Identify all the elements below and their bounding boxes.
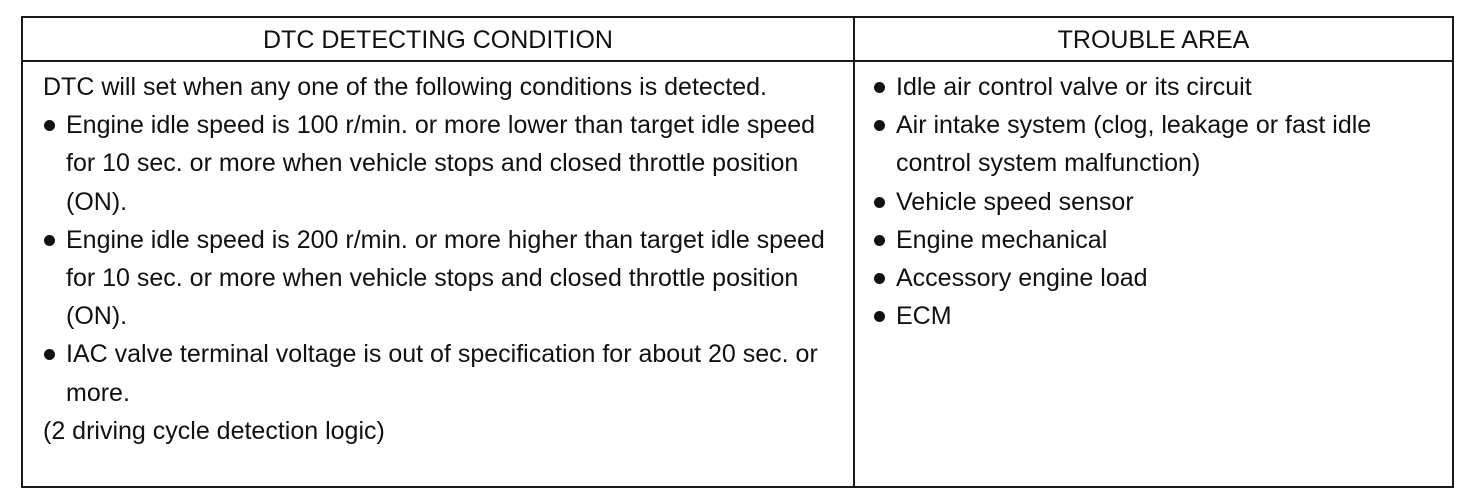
trouble-area-item — [873, 106, 1446, 182]
trouble-area-item — [873, 259, 1446, 297]
header-trouble-area-label: TROUBLE AREA — [1057, 25, 1250, 54]
condition-cell — [23, 62, 855, 486]
trouble-area-item-text: ECM — [896, 302, 952, 331]
condition-intro: DTC will set when any one of the following conditions is detected. — [43, 73, 767, 101]
condition-item — [43, 106, 845, 221]
trouble-area-list — [873, 68, 1446, 335]
bullet-icon — [874, 311, 885, 322]
condition-item-text: Engine idle speed is 100 r/min. or more lower than target idle speed for 10 sec. or more when vehicle stops and closed throttle position (ON). — [66, 111, 816, 216]
dtc-table — [21, 16, 1454, 488]
bullet-icon — [874, 120, 885, 131]
header-dtc-detecting-condition — [23, 18, 855, 62]
trouble-area-item-text: Vehicle speed sensor — [896, 187, 1134, 216]
condition-item — [43, 221, 845, 336]
trouble-area-item-text: Idle air control valve or its circuit — [896, 73, 1252, 101]
bullet-icon — [874, 235, 885, 246]
condition-item — [43, 335, 845, 411]
bullet-icon — [874, 197, 885, 208]
bullet-icon — [44, 349, 55, 360]
trouble-area-item — [873, 221, 1446, 259]
bullet-icon — [874, 82, 885, 93]
trouble-area-item-text: Accessory engine load — [896, 264, 1148, 293]
trouble-area-item — [873, 68, 1446, 106]
bullet-icon — [874, 273, 885, 284]
condition-footer: (2 driving cycle detection logic) — [43, 416, 385, 445]
header-trouble-area — [855, 18, 1452, 62]
bullet-icon — [44, 120, 55, 131]
trouble-area-item-text: Engine mechanical — [896, 225, 1108, 254]
condition-item-text: IAC valve terminal voltage is out of specification for about 20 sec. or more. — [66, 340, 818, 407]
trouble-area-cell — [855, 62, 1452, 486]
trouble-area-item — [873, 297, 1446, 335]
trouble-area-item — [873, 183, 1446, 221]
trouble-area-item-text: Air intake system (clog, leakage or fast idle control system malfunction) — [896, 111, 1372, 178]
header-condition-label: DTC DETECTING CONDITION — [263, 25, 613, 54]
bullet-icon — [44, 235, 55, 246]
condition-item-text: Engine idle speed is 200 r/min. or more higher than target idle speed for 10 sec. or more when vehicle stops and closed throttle position (ON). — [66, 225, 825, 331]
